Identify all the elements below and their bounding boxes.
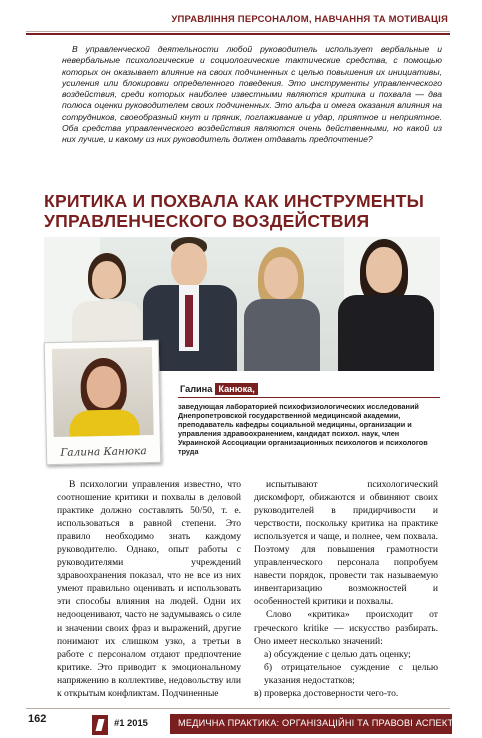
journal-logo-icon [92,715,108,735]
header-accent-divider [26,33,450,35]
author-divider [178,397,440,398]
author-name [180,384,258,394]
page-number: 162 [28,713,47,725]
article-lead: В управленческой деятельности любой руководитель использует вербальные и невербальные психологические и социологические тактические средства, с помощью которых он оказывает влияние на своих подчиненных с целью повышения их инициативы, усиления или блокировки определенного поведения. Это инструменты управленческого воздействия, среди которых наиболее известными являются критика и похвала — два полюса оценки руководителем своих подчиненных. Это альфа и омега оказания влияния на сотрудников, своеобразный кнут и пряник, поглаживание и удар, приятное и неприятное. Оба средства управленческого воздействия являются очень действенными, но какой из них лучше, и какому из них руководитель должен отдавать предпочтение? [62,44,442,145]
author-first-name: Галина [180,384,213,394]
body-column-right [254,478,438,700]
issue-number: #1 2015 [114,717,148,728]
author-surname: Канюка, [215,383,258,395]
definition-list-item: б) отрицательное суждение с целью указания недостатков; [264,661,438,686]
definition-list-item: в) проверка достоверности чего-то. [254,687,399,699]
footer-divider [26,708,450,709]
article-title: КРИТИКА И ПОХВАЛА КАК ИНСТРУМЕНТЫ УПРАВЛЕНЧЕСКОГО ВОЗДЕЙСТВИЯ [44,191,425,231]
body-paragraph: В психологии управления известно, что соотношение критики и похвалы в деловой практике должно составлять 50/50, т. е. использоваться в равной степени. Это правило необходимо знать каждому руководителю. Однако, опыт работы с руководителями учреждений здравоохранения показал, что не все из них умеют правильно оценивать и использовать эти способы влияния на людей. Одни их недооценивают, часто не задумываясь о силе и значении своих фраз и выражений, другие понимают их слишком узко, а третьи в работе с персоналом отдают предпочтение критике. Это приводит к эмоциональному напряжению в коллективе, недовольству или к открытым конфликтам. Подчиненные [57,479,241,699]
section-header-title: УПРАВЛІННЯ ПЕРСОНАЛОМ, НАВЧАННЯ ТА МОТИВАЦІЯ [171,14,448,25]
definition-list-item: а) обсуждение с целью дать оценку; [264,648,411,660]
body-column-left [57,478,241,700]
author-bio: заведующая лабораторией психофизиологических исследований Днепропетровской государственной медицинской академии, преподаватель кафедры социальной медицины, организации и управления здравоохранением, кандидат психол. наук, член Украинской Ассоциации организационных психологов и психологов труда [178,402,428,456]
author-photo-caption: Галина Канюка [60,445,147,459]
body-paragraph: Слово «критика» происходит от греческого kritike — искусство разбирать. Оно имеет несколько значений: [254,609,438,647]
journal-title: МЕДИЧНА ПРАКТИКА: ОРГАНІЗАЦІЙНІ ТА ПРАВОВІ АСПЕКТИ [178,718,461,728]
author-portrait-image [52,347,154,437]
person-3-image [234,247,326,371]
author-photo [44,340,162,465]
header-divider [26,31,450,32]
body-paragraph: испытывают психологический дискомфорт, обижаются и обвиняют своих руководителей в придирчивости и черствости, поскольку критика на практике используется и чаще, и полнее, чем похвала. Поэтому для повышения грамотности управленческого персонала попробуем навести порядок, провести так называемую инвентаризацию возможностей и особенностей критики и похвалы. [254,479,438,608]
person-4-image [326,239,438,371]
